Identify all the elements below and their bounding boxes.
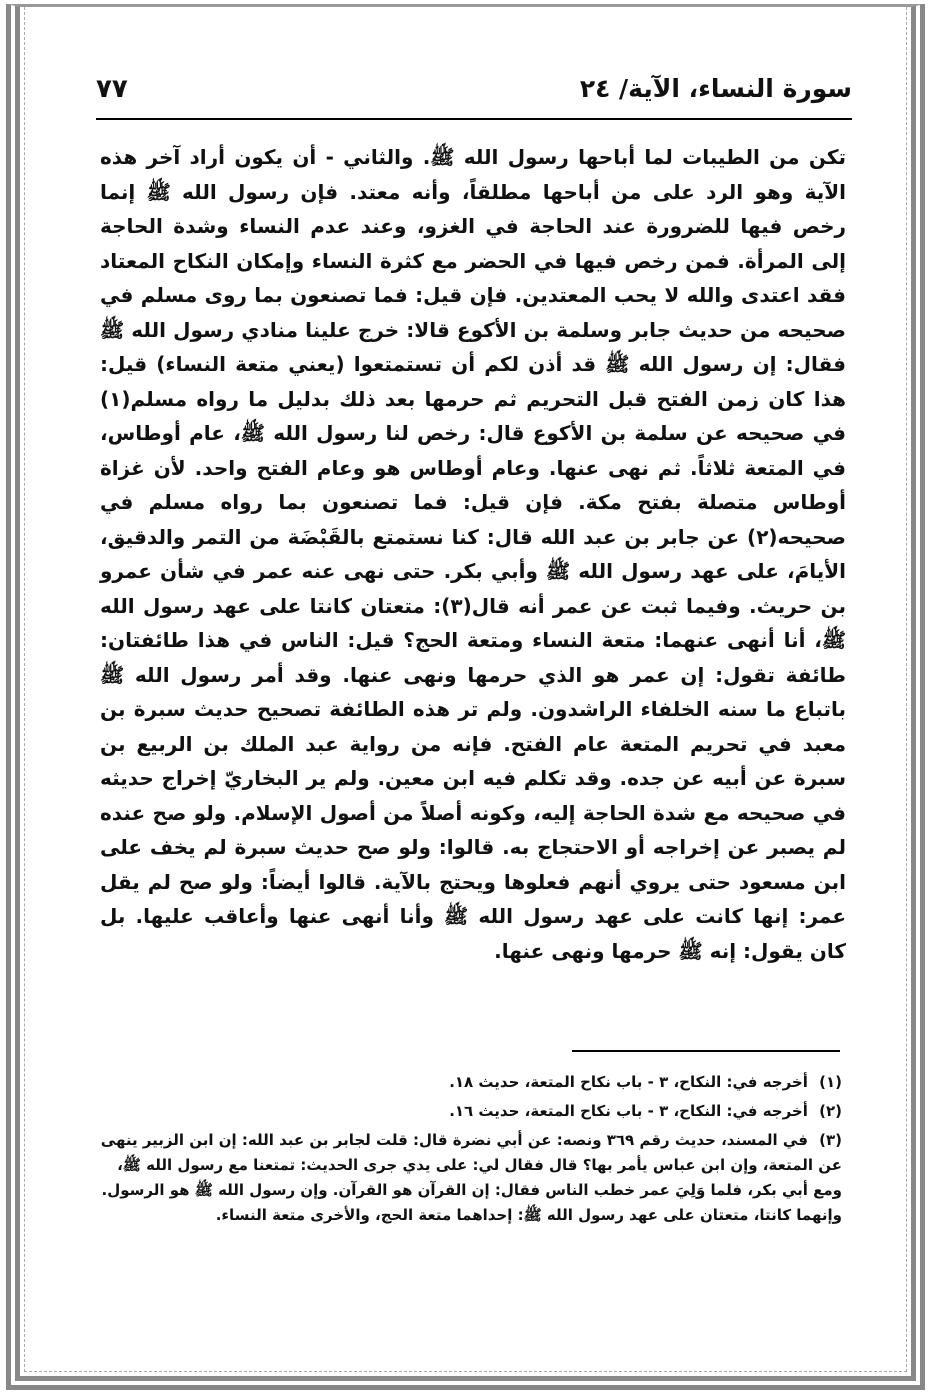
footnote-text: في المسند، حديث رقم ٣٦٩ ونصه: عن أبي نضرة قال: قلت لجابر بن عبد الله: إن ابن الزبير ينهى عن المتعة، وإن ابن عباس يأمر بها؟ قال فقال لي: على يدي جرى الحديث: تمتعنا مع رسول الله ﷺ، ومع أبي بكر، فلما وَلِيَ عمر خطب الناس فقال: إن القرآن هو القرآن. وإن رسول الله ﷺ هو الرسول. وإنهما كانتا، متعتان على عهد رسول الله ﷺ: إحداهما متعة الحج، والأخرى متعة النساء. xyxy=(100,1131,842,1224)
footnote-2 xyxy=(98,1099,842,1124)
footnote-1 xyxy=(98,1070,842,1095)
footnote-text: أخرجه في: النكاح، ٣ - باب نكاح المتعة، حديث ١٦. xyxy=(449,1102,808,1120)
footnotes xyxy=(98,1070,842,1232)
footnote-text: أخرجه في: النكاح، ٣ - باب نكاح المتعة، حديث ١٨. xyxy=(449,1073,808,1091)
footnote-3 xyxy=(98,1128,842,1228)
main-paragraph: تكن من الطيبات لما أباحها رسول الله ﷺ. والثاني - أن يكون أراد آخر هذه الآية وهو الرد على من أباحها مطلقاً، وأنه معتد. فإن رسول الله ﷺ إنما رخص فيها للضرورة عند الحاجة في الغزو، وعند عدم النساء وشدة الحاجة إلى المرأة. فمن رخص فيها في الحضر مع كثرة النساء وإمكان النكاح المعتاد فقد اعتدى والله لا يحب المعتدين. فإن قيل: فما تصنعون بما روى مسلم في صحيحه من حديث جابر وسلمة بن الأكوع قالا: خرج علينا منادي رسول الله ﷺ فقال: إن رسول الله ﷺ قد أذن لكم أن تستمتعوا (يعني متعة النساء) قيل: هذا كان زمن الفتح قبل التحريم ثم حرمها بعد ذلك بدليل ما رواه مسلم(١) في صحيحه عن سلمة بن الأكوع قال: رخص لنا رسول الله ﷺ، عام أوطاس، في المتعة ثلاثاً. ثم نهى عنها. وعام أوطاس هو وعام الفتح واحد. لأن غزاة أوطاس متصلة بفتح مكة. فإن قيل: فما تصنعون بما رواه مسلم في صحيحه(٢) عن جابر بن عبد الله قال: كنا نستمتع بالقَبْضَة من التمر والدقيق، الأيامَ، على عهد رسول الله ﷺ وأبي بكر. حتى نهى عنه عمر في شأن عمرو بن حريث. وفيما ثبت عن عمر أنه قال(٣): متعتان كانتا على عهد رسول الله ﷺ، أنا أنهى عنهما: متعة النساء ومتعة الحج؟ قيل: الناس في هذا طائفتان: طائفة تقول: إن عمر هو الذي حرمها ونهى عنها. وقد أمر رسول الله ﷺ باتباع ما سنه الخلفاء الراشدون. ولم تر هذه الطائفة تصحيح حديث سبرة بن معبد في تحريم المتعة عام الفتح. فإنه من رواية عبد الملك بن الربيع بن سبرة عن أبيه عن جده. وقد تكلم فيه ابن معين. ولم ير البخاريّ إخراج حديثه في صحيحه مع شدة الحاجة إليه، وكونه أصلاً من أصول الإسلام. ولو صح عنده لم يصبر عن إخراجه أو الاحتجاج به. قالوا: ولو صح حديث سبرة لم يخف على ابن مسعود حتى يروي أنهم فعلوها ويحتج بالآية. قالوا أيضاً: ولو صح لم يقل عمر: إنها كانت على عهد رسول الله ﷺ وأنا أنهى عنها وأعاقب عليها. بل كان يقول: إنه ﷺ حرمها ونهى عنها. xyxy=(100,145,846,963)
footnote-divider xyxy=(572,1050,840,1052)
main-text xyxy=(100,140,846,968)
footnote-number: (٣) xyxy=(819,1131,842,1149)
page-number: ٧٧ xyxy=(96,74,128,104)
footnote-number: (١) xyxy=(819,1073,842,1091)
page-header xyxy=(96,70,852,120)
footnote-number: (٢) xyxy=(819,1102,842,1120)
running-title: سورة النساء، الآية/ ٢٤ xyxy=(579,74,852,103)
